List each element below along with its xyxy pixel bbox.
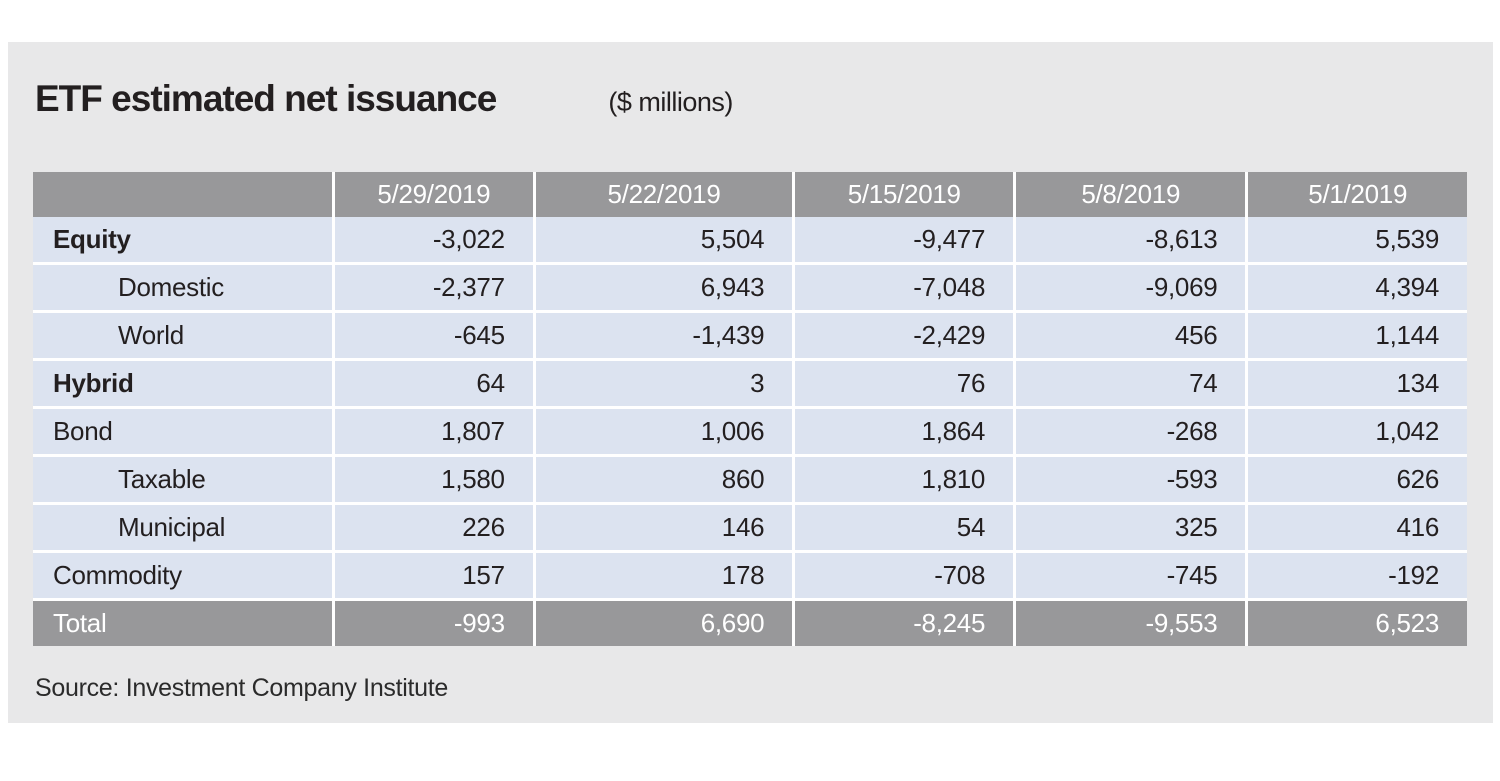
cell-value: -8,245 bbox=[792, 598, 1013, 646]
cell-value: 226 bbox=[332, 502, 533, 550]
cell-value: -745 bbox=[1013, 550, 1245, 598]
cell-value: 54 bbox=[792, 502, 1013, 550]
cell-value: -8,613 bbox=[1013, 217, 1245, 262]
table-header-row bbox=[33, 172, 1467, 217]
cell-value: 1,580 bbox=[332, 454, 533, 502]
cell-value: 76 bbox=[792, 358, 1013, 406]
chart-units-label: ($ millions) bbox=[608, 87, 733, 117]
row-label: Equity bbox=[33, 217, 332, 262]
table-row-world bbox=[33, 310, 1467, 358]
cell-value: 1,864 bbox=[792, 406, 1013, 454]
cell-value: 1,042 bbox=[1245, 406, 1467, 454]
cell-value: 4,394 bbox=[1245, 262, 1467, 310]
cell-value: -1,439 bbox=[533, 310, 793, 358]
table-row-equity bbox=[33, 217, 1467, 262]
cell-value: 134 bbox=[1245, 358, 1467, 406]
column-header-blank bbox=[33, 172, 332, 217]
row-label: Total bbox=[33, 598, 332, 646]
row-label: Commodity bbox=[33, 550, 332, 598]
cell-value: -2,377 bbox=[332, 262, 533, 310]
cell-value: -9,553 bbox=[1013, 598, 1245, 646]
title-row bbox=[35, 78, 733, 120]
table-row-total bbox=[33, 598, 1467, 646]
row-label: Hybrid bbox=[33, 358, 332, 406]
cell-value: 1,810 bbox=[792, 454, 1013, 502]
column-header-date: 5/8/2019 bbox=[1013, 172, 1245, 217]
table-row-hybrid bbox=[33, 358, 1467, 406]
cell-value: -268 bbox=[1013, 406, 1245, 454]
table-row-bond bbox=[33, 406, 1467, 454]
cell-value: -9,069 bbox=[1013, 262, 1245, 310]
cell-value: -593 bbox=[1013, 454, 1245, 502]
chart-title: ETF estimated net issuance bbox=[35, 78, 497, 119]
column-header-date: 5/29/2019 bbox=[332, 172, 533, 217]
cell-value: 860 bbox=[533, 454, 793, 502]
cell-value: 325 bbox=[1013, 502, 1245, 550]
cell-value: -708 bbox=[792, 550, 1013, 598]
cell-value: 157 bbox=[332, 550, 533, 598]
cell-value: 178 bbox=[533, 550, 793, 598]
cell-value: 5,504 bbox=[533, 217, 793, 262]
cell-value: -2,429 bbox=[792, 310, 1013, 358]
column-header-date: 5/1/2019 bbox=[1245, 172, 1467, 217]
cell-value: 1,807 bbox=[332, 406, 533, 454]
chart-panel bbox=[8, 42, 1493, 723]
cell-value: -3,022 bbox=[332, 217, 533, 262]
column-header-date: 5/22/2019 bbox=[533, 172, 793, 217]
row-label: World bbox=[33, 310, 332, 358]
row-label: Domestic bbox=[33, 262, 332, 310]
cell-value: 6,523 bbox=[1245, 598, 1467, 646]
cell-value: -192 bbox=[1245, 550, 1467, 598]
cell-value: -993 bbox=[332, 598, 533, 646]
row-label: Taxable bbox=[33, 454, 332, 502]
cell-value: 626 bbox=[1245, 454, 1467, 502]
cell-value: 1,006 bbox=[533, 406, 793, 454]
row-label: Municipal bbox=[33, 502, 332, 550]
cell-value: 6,690 bbox=[533, 598, 793, 646]
cell-value: 146 bbox=[533, 502, 793, 550]
row-label: Bond bbox=[33, 406, 332, 454]
table-row-commodity bbox=[33, 550, 1467, 598]
cell-value: 74 bbox=[1013, 358, 1245, 406]
cell-value: 3 bbox=[533, 358, 793, 406]
table-row-domestic bbox=[33, 262, 1467, 310]
cell-value: 6,943 bbox=[533, 262, 793, 310]
cell-value: 456 bbox=[1013, 310, 1245, 358]
cell-value: 5,539 bbox=[1245, 217, 1467, 262]
etf-net-issuance-table bbox=[33, 172, 1467, 646]
table-row-taxable bbox=[33, 454, 1467, 502]
table-row-municipal bbox=[33, 502, 1467, 550]
cell-value: 1,144 bbox=[1245, 310, 1467, 358]
column-header-date: 5/15/2019 bbox=[792, 172, 1013, 217]
cell-value: 64 bbox=[332, 358, 533, 406]
cell-value: -645 bbox=[332, 310, 533, 358]
cell-value: -7,048 bbox=[792, 262, 1013, 310]
cell-value: -9,477 bbox=[792, 217, 1013, 262]
source-attribution: Source: Investment Company Institute bbox=[35, 674, 449, 702]
cell-value: 416 bbox=[1245, 502, 1467, 550]
